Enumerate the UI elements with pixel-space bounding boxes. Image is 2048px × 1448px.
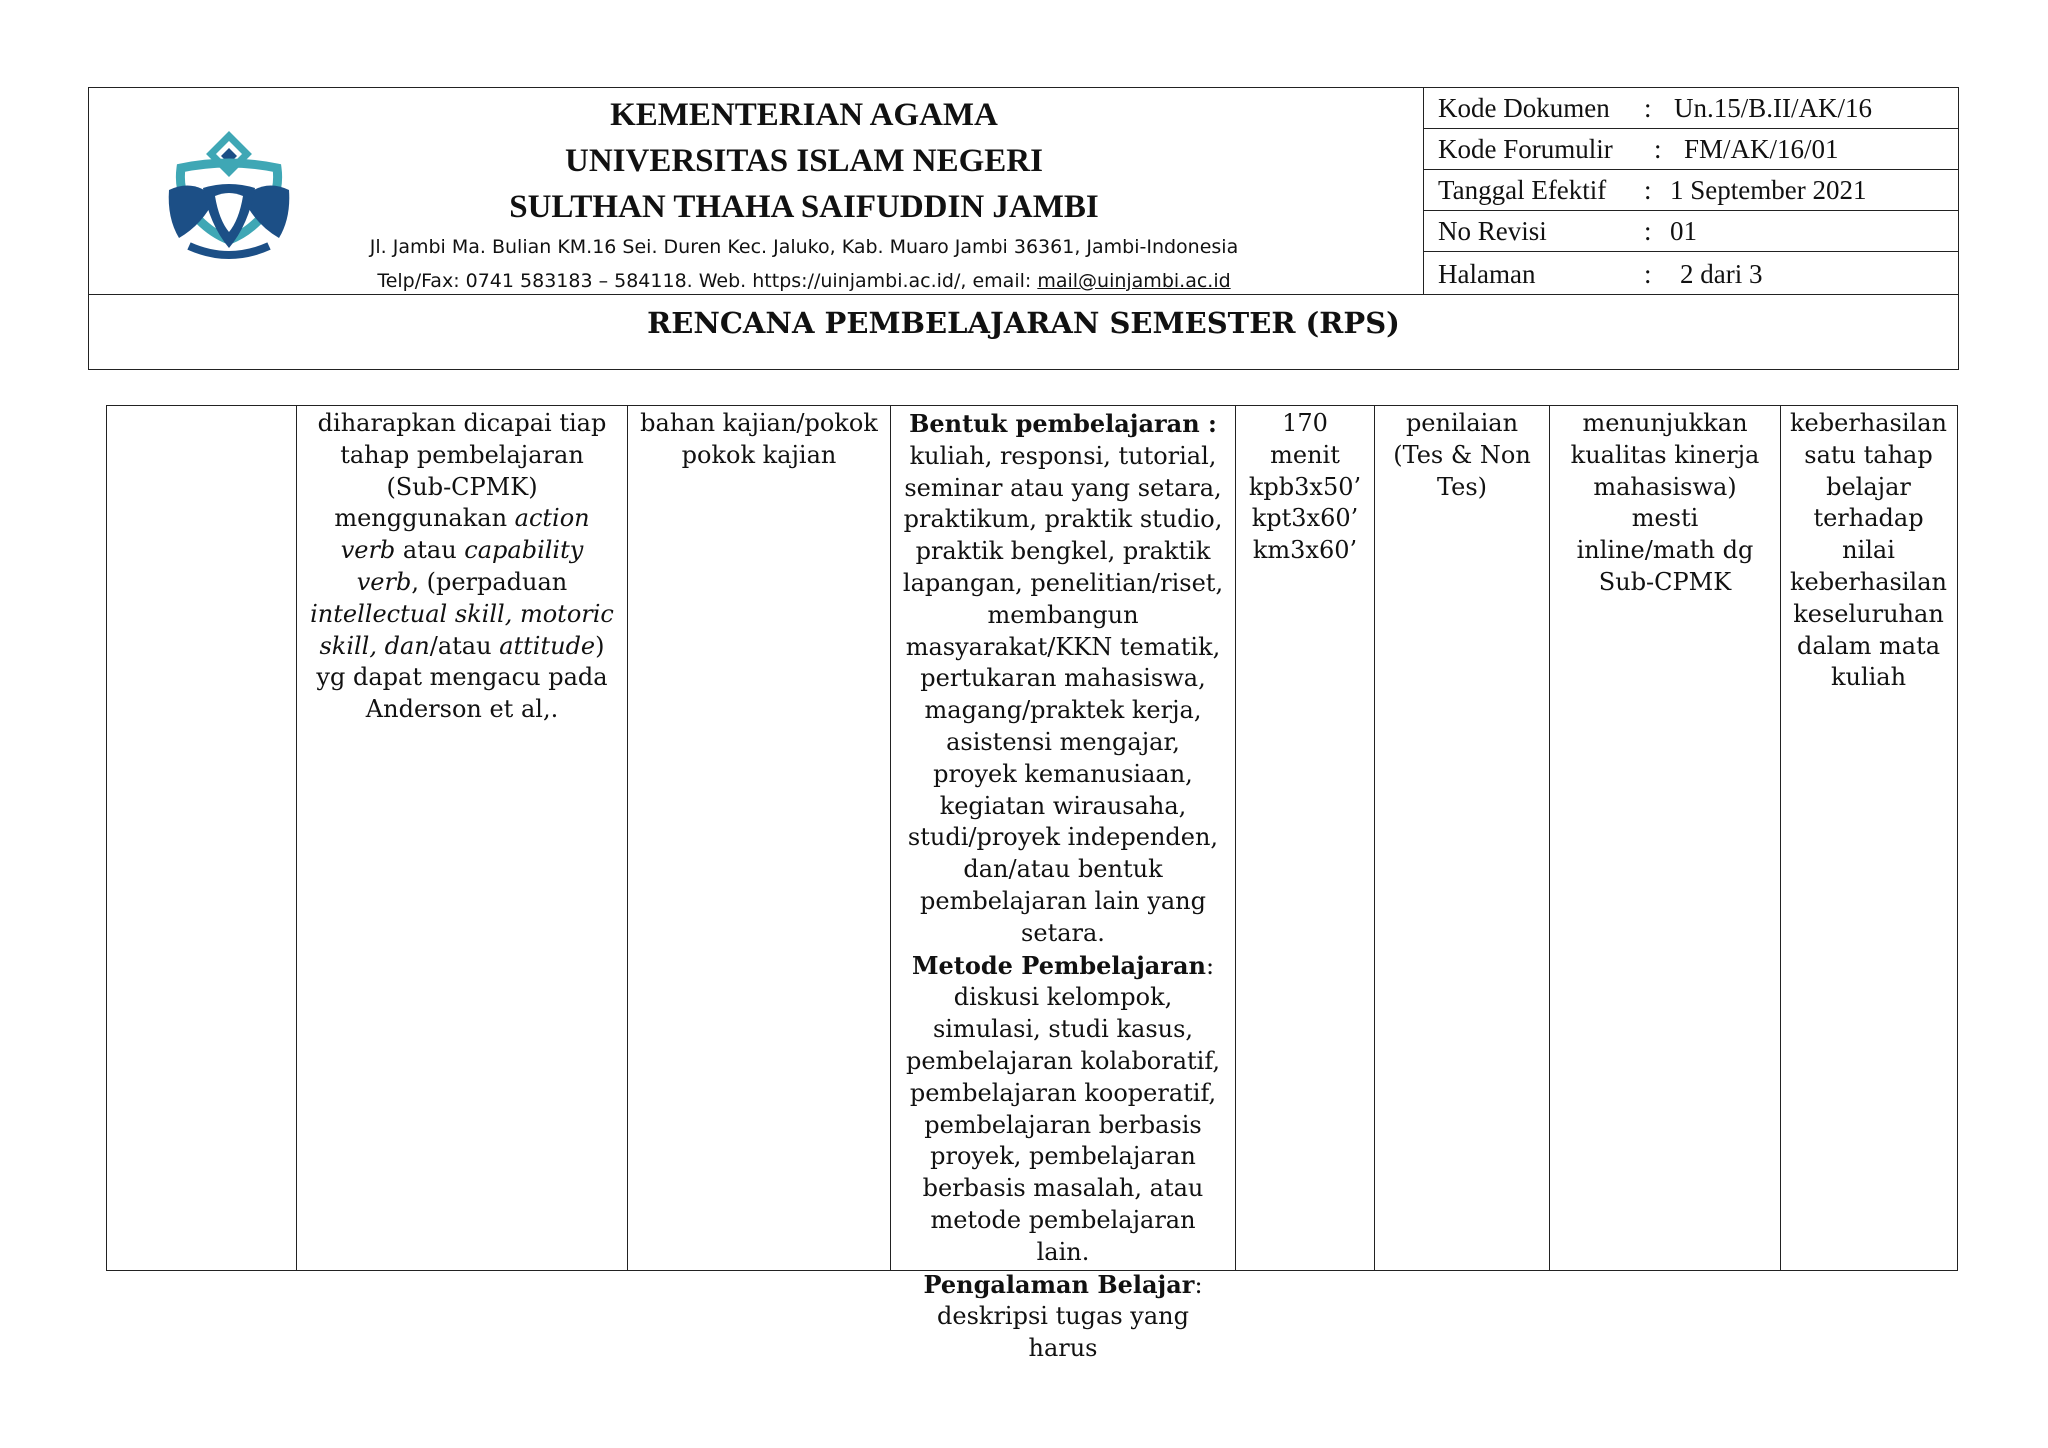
meta-value: Un.15/B.II/AK/16 bbox=[1674, 93, 1872, 123]
bold-run: Pengalaman Belajar bbox=[923, 1269, 1195, 1299]
time-line: km3x60’ bbox=[1252, 536, 1358, 565]
table-cell-col7 bbox=[1550, 406, 1781, 1270]
kinerja-text: menunjukkan kualitas kinerja mahasiswa) mesti inline/math dg Sub-CPMK bbox=[1570, 409, 1760, 596]
institution-line-1: KEMENTERIAN AGAMA bbox=[610, 97, 998, 133]
time-line: kpb3x50’ bbox=[1248, 472, 1362, 501]
university-logo-icon bbox=[159, 128, 299, 268]
italic-run: intellectual skill, motoric skill, dan bbox=[310, 599, 614, 660]
meta-value: 1 September 2021 bbox=[1670, 175, 1867, 205]
penilaian-text: penilaian (Tes & Non Tes) bbox=[1393, 409, 1531, 501]
meta-row-kode-formulir bbox=[1424, 129, 1958, 170]
keberhasilan-text: keberhasilan satu tahap belajar terhadap nilai keberhasilan keseluruhan dalam mata kuliah bbox=[1790, 409, 1947, 692]
document-header bbox=[88, 87, 1959, 370]
address-line: Jl. Jambi Ma. Bulian KM.16 Sei. Duren Kec. Jaluko, Kab. Muaro Jambi 36361, Jambi-Indonesia bbox=[369, 236, 1239, 258]
email-link[interactable]: mail@uinjambi.ac.id bbox=[1037, 270, 1231, 292]
meta-value: 01 bbox=[1670, 216, 1697, 246]
contact-line bbox=[299, 264, 1309, 298]
bentuk-pembelajaran-text: kuliah, responsi, tutorial, seminar atau yang setara, praktikum, praktik studio, praktik bengkel, praktik lapangan, penelitian/riset, membangun masyarakat/KKN tematik, pertukaran mahasiswa, magang/praktek kerja, asistensi mengajar, proyek kemanusiaan, kegiatan wirausaha, studi/proyek independen, dan/atau bentuk pembelajaran lain yang setara. bbox=[902, 441, 1224, 947]
text-run: /atau bbox=[429, 631, 500, 660]
table-cell-col1 bbox=[107, 406, 297, 1270]
table-cell-col2 bbox=[297, 406, 628, 1270]
metode-pembelajaran-text: diskusi kelompok, simulasi, studi kasus, pembelajaran kolaboratif, pembelajaran kooperatif, pembelajaran berbasis proyek, pembelajaran berbasis masalah, atau metode pembelajaran lain. bbox=[905, 983, 1221, 1266]
text-run: diharapkan dicapai tiap tahap pembelajaran (Sub-CPMK) menggunakan bbox=[317, 409, 607, 533]
time-line: 170 bbox=[1282, 409, 1328, 437]
meta-colon: : bbox=[1644, 93, 1652, 123]
meta-colon: : bbox=[1644, 259, 1652, 289]
document-title: RENCANA PEMBELAJARAN SEMESTER (RPS) bbox=[647, 306, 1400, 340]
meta-label: Kode Forumulir bbox=[1438, 134, 1613, 164]
institution-line-2: UNIVERSITAS ISLAM NEGERI bbox=[564, 143, 1043, 179]
document-meta-table bbox=[1423, 88, 1958, 294]
meta-row-no-revisi bbox=[1424, 211, 1958, 252]
meta-row-kode-dokumen bbox=[1424, 88, 1958, 129]
meta-colon: : bbox=[1644, 175, 1652, 205]
meta-row-halaman bbox=[1424, 252, 1958, 296]
table-cell-col5 bbox=[1236, 406, 1375, 1270]
meta-row-tanggal-efektif bbox=[1424, 170, 1958, 211]
institution-block bbox=[299, 88, 1309, 298]
meta-value: FM/AK/16/01 bbox=[1684, 134, 1839, 164]
time-line: kpt3x60’ bbox=[1251, 504, 1359, 533]
bahan-kajian-text: bahan kajian/pokok pokok kajian bbox=[640, 409, 878, 469]
table-cell-col4 bbox=[891, 406, 1236, 1363]
bold-run: Metode Pembelajaran bbox=[911, 950, 1206, 980]
table-cell-col6 bbox=[1375, 406, 1550, 1270]
italic-run: capability verb bbox=[356, 536, 584, 596]
contact-text: Telp/Fax: 0741 583183 – 584118. Web. https://uinjambi.ac.id/, email: bbox=[377, 270, 1038, 292]
italic-run: action verb bbox=[340, 504, 590, 565]
time-line: menit bbox=[1270, 440, 1340, 469]
pengalaman-belajar-heading: Pengalaman Belajar: bbox=[923, 1269, 1203, 1299]
meta-label: No Revisi bbox=[1438, 216, 1547, 246]
meta-colon: : bbox=[1644, 216, 1652, 246]
table-cell-col8 bbox=[1781, 406, 1956, 1270]
table-cell-col3 bbox=[628, 406, 891, 1270]
meta-label: Tanggal Efektif bbox=[1438, 175, 1607, 205]
rps-table bbox=[106, 405, 1958, 1363]
meta-label: Halaman bbox=[1438, 259, 1536, 289]
text-run: ) yg dapat mengacu pada Anderson et al,. bbox=[316, 631, 608, 724]
institution-line-3: SULTHAN THAHA SAIFUDDIN JAMBI bbox=[509, 189, 1099, 225]
italic-run: attitude bbox=[499, 631, 596, 660]
meta-label: Kode Dokumen bbox=[1438, 93, 1610, 123]
text-run: , (perpaduan bbox=[411, 567, 568, 596]
sub-cpmk-description bbox=[309, 408, 615, 726]
text-run: atau bbox=[395, 536, 465, 565]
metode-pembelajaran-heading: Metode Pembelajaran: bbox=[911, 950, 1215, 980]
bold-run: Bentuk pembelajaran : bbox=[909, 409, 1217, 438]
header-divider bbox=[89, 294, 1958, 295]
pengalaman-belajar-text: deskripsi tugas yang harus bbox=[937, 1302, 1189, 1363]
meta-colon: : bbox=[1654, 134, 1662, 164]
bentuk-pembelajaran-heading bbox=[901, 408, 1225, 441]
meta-value: 2 dari 3 bbox=[1680, 259, 1763, 289]
